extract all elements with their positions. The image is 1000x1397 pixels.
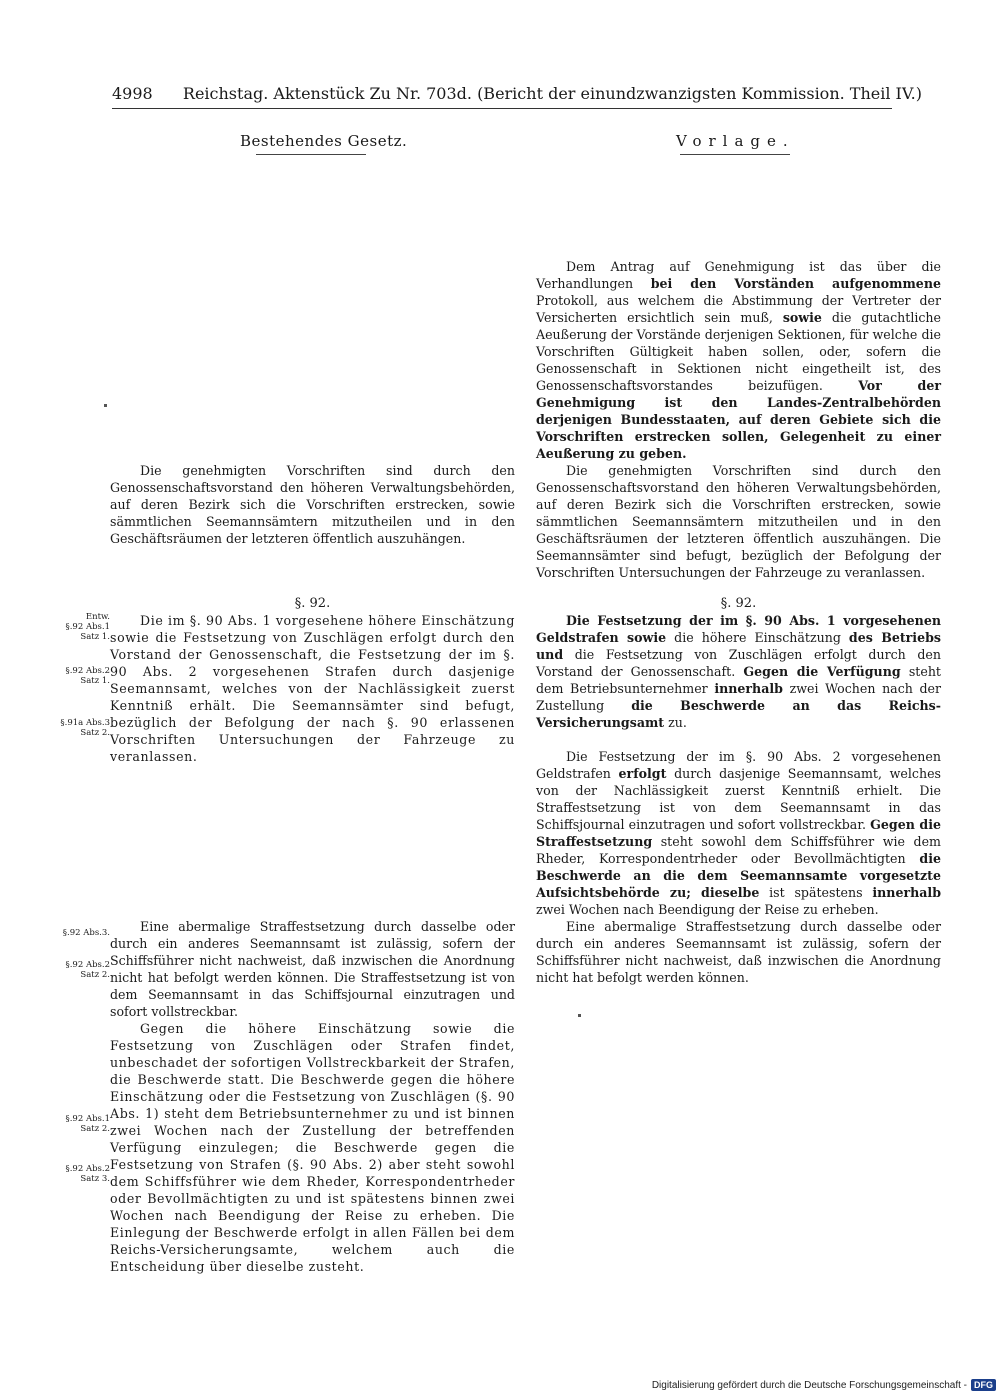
right-section-block — [536, 612, 941, 986]
page-footer — [652, 1379, 996, 1391]
bold-run: Die Festsetzung der im §. 90 Abs. 1 vorgesehenen Geldstrafen sowie — [536, 613, 941, 645]
margin-note — [58, 1114, 110, 1134]
text-run: zwei Wochen nach Beendigung der Reise zu erheben. — [536, 902, 879, 917]
margin-note — [58, 612, 110, 642]
right-heading-rule — [680, 154, 790, 155]
margin-dot — [578, 1014, 581, 1017]
right-section-para-2 — [536, 748, 941, 918]
left-section-para-3 — [110, 1020, 515, 1275]
right-column-heading: Vorlage. — [676, 132, 795, 150]
bold-run: innerhalb — [714, 681, 783, 696]
margin-note-line: Satz 2. — [80, 970, 110, 980]
right-intro-block — [536, 258, 941, 581]
margin-note-line: §.92 Abs.1 — [65, 1114, 110, 1124]
margin-note-line: §.92 Abs.2 — [65, 1164, 110, 1174]
bold-run: bei den Vorständen aufgenommene — [650, 276, 941, 291]
right-intro-paragraph — [536, 258, 941, 462]
margin-dot — [104, 404, 107, 407]
bold-run: die Beschwerde an die dem Seemannsamte vorgesetzte Aufsichtsbehörde zu; dieselbe — [536, 851, 941, 900]
margin-note-line: §.91a Abs.3 — [60, 718, 110, 728]
margin-note-line: Satz 2. — [80, 1124, 110, 1134]
margin-note-line: Satz 1. — [80, 676, 110, 686]
text-run: ist spätestens — [759, 885, 873, 900]
text-run: durch dasjenige Seemannsamt, welches von der Nachlässigkeit zuerst Kenntniß erhielt. Die Straffestsetzung ist von dem Seemannsamt in das Schiffsjournal einzutragen und sofort vollstreckbar. — [536, 766, 941, 832]
margin-note — [58, 960, 110, 980]
left-column-heading: Bestehendes Gesetz. — [240, 132, 408, 150]
bold-run: innerhalb — [872, 885, 941, 900]
margin-note-line: §.92 Abs.3. — [62, 928, 110, 938]
margin-note-line: Satz 1. — [80, 632, 110, 642]
left-intro-paragraph: Die genehmigten Vorschriften sind durch den Genossenschaftsvorstand den höheren Verwaltungsbehörden, auf deren Bezirk sich die Vorschriften erstrecken, sowie sämmtlichen Seemannsämtern mitzutheilen und in den Geschäftsräumen der letzteren öffentlich auszuhängen. — [110, 463, 515, 546]
paragraph: Gegen die höhere Einschätzung sowie die Festsetzung von Zuschlägen oder Strafen findet, unbeschadet der sofortigen Vollstreckbarkeit der Strafen, die Beschwerde statt. Die Beschwerde gegen die höhere Einschätzung oder die Festsetzung von Zuschlägen (§. 90 Abs. 1) steht dem Betriebsunternehmer zu und ist binnen zwei Wochen nach der Zustellung der betreffenden Verfügung einzulegen; die Beschwerde gegen die Festsetzung von Strafen (§. 90 Abs. 2) aber steht sowohl dem Schiffsführer wie dem Rheder, Korrespondentrheder oder Bevollmächtigten zu und ist spätestens binnen zwei Wochen nach Beendigung der Reise zu erheben. Die Einlegung der Beschwerde erfolgt in allen Fällen bei dem Reichs-Versicherungsamte, welchem auch die Entscheidung über dieselbe zusteht. — [110, 1021, 515, 1274]
margin-note-line: Entw. — [85, 612, 110, 622]
margin-note — [58, 666, 110, 686]
right-section-heading: §. 92. — [720, 596, 757, 611]
paragraph: Die im §. 90 Abs. 1 vorgesehene höhere Einschätzung sowie die Festsetzung von Zuschlägen erfolgt durch den Vorstand der Genossenschaft, die Festsetzung der im §. 90 Abs. 2 vorgesehenen Strafen durch dasjenige Seemannsamt, welches von der Nachlässigkeit zuerst Kenntniß erhält. Die Seemannsämter sind befugt, bezüglich der Befolgung der nach §. 90 erlassenen Vorschriften Untersuchungen der Fahrzeuge zu veranlassen. — [110, 613, 515, 764]
paragraph: Eine abermalige Straffestsetzung durch dasselbe oder durch ein anderes Seemannsamt ist zulässig, sofern der Schiffsführer nicht nachweist, daß inzwischen die Anordnung nicht hat befolgt werden können. Die Straffestsetzung ist von dem Seemannsamt in das Schiffsjournal einzutragen und sofort vollstreckbar. — [110, 919, 515, 1019]
margin-note-line: Satz 2. — [80, 728, 110, 738]
text-run: zu. — [664, 715, 687, 730]
margin-note-line: Satz 3. — [80, 1174, 110, 1184]
bold-run: die Beschwerde an das Reichs-Versicherungsamt — [536, 698, 941, 730]
margin-note — [58, 928, 110, 938]
bold-run: Gegen die Verfügung — [743, 664, 901, 679]
bold-run: Vor der Genehmigung ist den Landes-Zentralbehörden derjenigen Bundesstaaten, auf deren Gebiete sich die Vorschriften erstrecken sollen, Gelegenheit zu einer Aeußerung zu geben. — [536, 378, 941, 461]
margin-note — [58, 718, 110, 738]
text-run: die gutachtliche Aeußerung der Vorstände derjenigen Sektionen, für welche die Vorschriften Gültigkeit haben sollen, oder, sofern die Genossenschaft in Sektionen nicht eingetheilt ist, des Genossenschaftsvorstandes beizufügen. — [536, 310, 941, 393]
text-run: die höhere Einschätzung — [666, 630, 849, 645]
left-intro-block — [110, 462, 515, 547]
left-section-para-1 — [110, 612, 515, 765]
margin-note-line: §.92 Abs.1 — [65, 622, 110, 632]
margin-note-line: §.92 Abs.2 — [65, 960, 110, 970]
left-section-para-2 — [110, 918, 515, 1020]
bold-run: erfolgt — [618, 766, 667, 781]
bold-run: sowie — [782, 310, 822, 325]
footer-text: Digitalisierung gefördert durch die Deutsche Forschungsgemeinschaft - — [651, 1379, 967, 1391]
dfg-logo: DFG — [971, 1379, 996, 1391]
text-run: steht sowohl dem Schiffsführer wie dem Rheder, Korrespondentrheder oder Bevollmächtigten — [536, 834, 941, 866]
text-run: steht dem Betriebsunternehmer — [536, 664, 941, 696]
right-section-para-1 — [536, 612, 941, 731]
page-number: 4998 — [112, 84, 153, 103]
header-rule — [112, 108, 892, 109]
text-run: die Festsetzung von Zuschlägen erfolgt durch den Vorstand der Genossenschaft. — [536, 647, 941, 679]
bold-run: Gegen die Straffestsetzung — [536, 817, 942, 849]
text-run: Die Festsetzung der im §. 90 Abs. 2 vorgesehenen Geldstrafen — [536, 749, 941, 781]
page-header — [112, 84, 922, 103]
margin-note — [58, 1164, 110, 1184]
text-run: Protokoll, aus welchem die Abstimmung der Vertreter der Versicherten ersichtlich sein muß, — [536, 293, 941, 325]
text-run: Dem Antrag auf Genehmigung ist das über die Verhandlungen — [536, 259, 941, 291]
left-heading-rule — [256, 154, 366, 155]
margin-note-line: §.92 Abs.2 — [65, 666, 110, 676]
text-run: zwei Wochen nach der Zustellung — [536, 681, 941, 713]
bold-run: des Betriebs und — [536, 630, 941, 662]
right-section-para-3: Eine abermalige Straffestsetzung durch dasselbe oder durch ein anderes Seemannsamt ist zulässig, sofern der Schiffsführer nicht nachweist, daß inzwischen die Anordnung nicht hat befolgt werden können. — [536, 919, 941, 985]
right-second-paragraph: Die genehmigten Vorschriften sind durch den Genossenschaftsvorstand den höheren Verwaltungsbehörden, auf deren Bezirk sich die Vorschriften erstrecken, sowie sämmtlichen Seemannsämtern mitzutheilen und in den Geschäftsräumen der letzteren öffentlich auszuhängen. Die Seemannsämter sind befugt, bezüglich der Befolgung der Vorschriften Untersuchungen der Fahrzeuge zu veranlassen. — [536, 463, 941, 580]
header-title: Reichstag. Aktenstück Zu Nr. 703d. (Bericht der einundzwanzigsten Kommission. Theil IV.) — [182, 84, 922, 103]
left-section-heading: §. 92. — [294, 596, 331, 611]
